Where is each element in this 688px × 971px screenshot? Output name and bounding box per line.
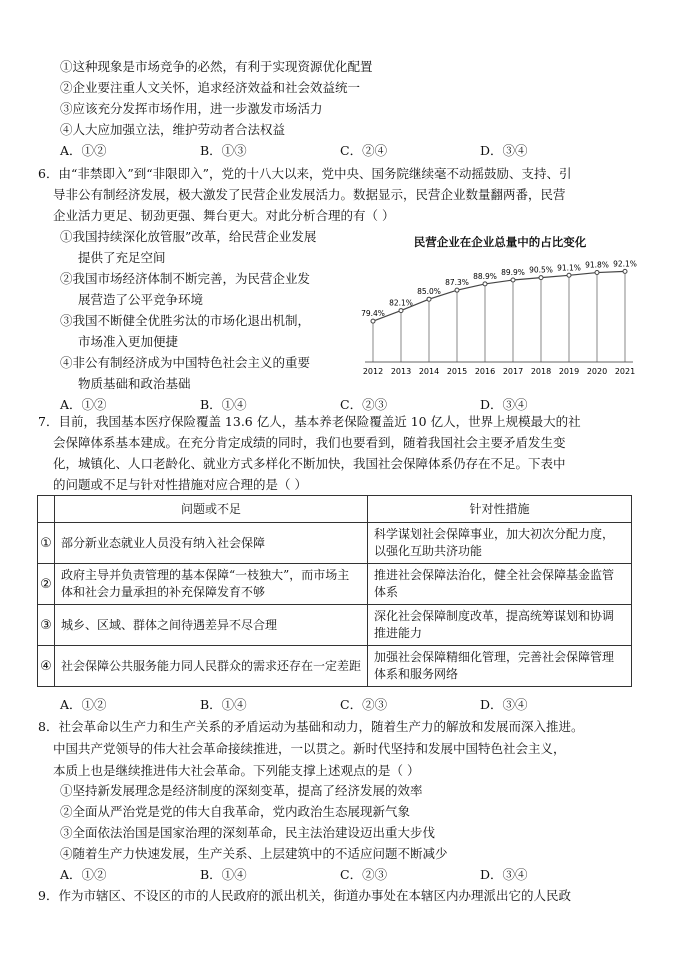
q7-stem-line-2: 会保障体系基本建成。在充分肯定成绩的同时，我们也要看到，随着我国社会主要矛盾发生变 [53, 435, 566, 450]
q8-item-3: ③全面依法治国是国家治理的深刻革命，民主法治建设迈出重大步伐 [60, 825, 436, 840]
x-tick-label: 2013 [390, 367, 412, 376]
x-tick-label: 2021 [614, 367, 636, 376]
data-point [595, 271, 599, 275]
q6-item-2-cont: 展营造了公平竞争环境 [78, 292, 204, 307]
table-row [38, 564, 632, 605]
q7-stem-line-4: 的问题或不足与针对性措施对应合理的是（ ） [53, 477, 307, 492]
q8-item-2: ②全面从严治党是党的伟大自我革命，党内政治生态展现新气象 [60, 804, 411, 819]
row-number: ④ [38, 646, 55, 687]
q7-options [60, 696, 620, 714]
data-label: 92.1% [613, 259, 637, 269]
data-point [455, 288, 459, 292]
data-label: 87.3% [445, 278, 469, 288]
data-label: 91.8% [585, 260, 609, 270]
q7-option-c: C．②③ [340, 697, 388, 712]
x-tick-label: 2020 [586, 367, 608, 376]
q5-options [60, 142, 620, 160]
q6-stem-line-2: 导非公有制经济发展，极大激发了民营企业发展活力。数据显示，民营企业数量翻两番，民营 [53, 187, 566, 202]
q7-option-b: B．①④ [200, 697, 247, 712]
row-problem: 城乡、区域、群体之间待遇差异不尽合理 [55, 605, 368, 646]
row-number: ① [38, 523, 55, 564]
chart-title: 民营企业在企业总量中的占比变化 [413, 235, 587, 249]
row-problem: 社会保障公共服务能力同人民群众的需求还存在一定差距 [55, 646, 368, 687]
row-measure: 科学谋划社会保障事业，加大初次分配力度，以强化互助共济功能 [368, 523, 632, 564]
x-tick-label: 2018 [530, 367, 552, 376]
q7-option-a: A．①② [60, 697, 107, 712]
q5-item-4: ④人大应加强立法，维护劳动者合法权益 [60, 122, 286, 137]
data-point [539, 276, 543, 280]
q8-stem-line-1: 8．社会革命以生产力和生产关系的矛盾运动为基础和动力，随着生产力的解放和发展而深入推进。 [38, 719, 584, 734]
series-line [373, 271, 625, 321]
q5-option-a: A．①② [60, 143, 107, 158]
row-problem: 部分新业态就业人员没有纳入社会保障 [55, 523, 368, 564]
x-tick-label: 2019 [558, 367, 580, 376]
data-point [483, 282, 487, 286]
data-label: 90.5% [529, 265, 553, 275]
q6-item-4: ④非公有制经济成为中国特色社会主义的重要 [60, 355, 311, 370]
q8-option-d: D．③④ [480, 867, 528, 882]
q5-item-2: ②企业要注重人文关怀，追求经济效益和社会效益统一 [60, 80, 361, 95]
row-measure: 深化社会保障制度改革，提高统筹谋划和协调推进能力 [368, 605, 632, 646]
data-label: 85.0% [417, 287, 441, 297]
table-row [38, 605, 632, 646]
q8-options [60, 866, 620, 884]
q6-item-2: ②我国市场经济体制不断完善，为民营企业发 [60, 271, 311, 286]
q5-item-3: ③应该充分发挥市场作用，进一步激发市场活力 [60, 101, 323, 116]
q8-stem-line-2: 中国共产党领导的伟大社会革命接续推进，一以贯之。新时代坚持和发展中国特色社会主义， [53, 741, 566, 756]
q9-stem-line-1: 9．作为市辖区、不设区的市的人民政府的派出机关，街道办事处在本辖区内办理派出它的人民政 [38, 888, 571, 903]
q6-options [60, 396, 620, 414]
q8-option-b: B．①④ [200, 867, 247, 882]
row-number: ③ [38, 605, 55, 646]
table-header-row [38, 496, 632, 523]
q8-stem-line-3: 本质上也是继续推进伟大社会革命。下列能支撑上述观点的是（ ） [53, 763, 420, 778]
q6-option-c: C．②③ [340, 397, 388, 412]
q7-stem-line-3: 化，城镇化、人口老龄化、就业方式多样化不断加快，我国社会保障体系仍存在不足。下表中 [53, 456, 566, 471]
table-row [38, 523, 632, 564]
q5-option-d: D．③④ [480, 143, 528, 158]
q8-option-a: A．①② [60, 867, 107, 882]
q7-stem-line-1: 7．目前，我国基本医疗保险覆盖 13.6 亿人，基本养老保险覆盖近 10 亿人，世界上规模最大的社 [38, 414, 581, 429]
data-point [427, 297, 431, 301]
q6-item-3: ③我国不断健全优胜劣汰的市场化退出机制， [60, 313, 311, 328]
table-header-measure: 针对性措施 [368, 496, 632, 523]
data-label: 91.1% [557, 263, 581, 273]
private-enterprise-share-chart [355, 230, 645, 380]
data-label: 79.4% [361, 309, 385, 319]
q6-item-4-cont: 物质基础和政治基础 [78, 376, 191, 391]
data-point [399, 309, 403, 313]
q8-item-4: ④随着生产力快速发展，生产关系、上层建筑中的不适应问题不断减少 [60, 846, 448, 861]
q6-item-1: ①我国持续深化放管服”改革，给民营企业发展 [60, 229, 317, 244]
row-measure: 推进社会保障法治化，健全社会保障基金监管体系 [368, 564, 632, 605]
q8-item-1: ①坚持新发展理念是经济制度的深刻变革，提高了经济发展的效率 [60, 783, 423, 798]
table-row [38, 646, 632, 687]
x-tick-label: 2015 [446, 367, 468, 376]
data-label: 82.1% [389, 298, 413, 308]
q5-option-b: B．①③ [200, 143, 247, 158]
data-point [511, 278, 515, 282]
x-tick-label: 2016 [474, 367, 496, 376]
q6-stem-line-3: 企业活力更足、韧劲更强、舞台更大。对此分析合理的有（ ） [53, 208, 395, 223]
q6-item-1-cont: 提供了充足空间 [78, 250, 166, 265]
row-problem: 政府主导并负责管理的基本保障“一枝独大”，而市场主体和社会力量承担的补充保障发育不够 [55, 564, 368, 605]
row-number: ② [38, 564, 55, 605]
row-measure: 加强社会保障精细化管理，完善社会保障管理体系和服务网络 [368, 646, 632, 687]
q6-item-3-cont: 市场准入更加便捷 [78, 334, 179, 349]
data-label: 88.9% [473, 271, 497, 281]
data-point [371, 319, 375, 323]
q8-option-c: C．②③ [340, 867, 388, 882]
data-label: 89.9% [501, 267, 525, 277]
data-point [567, 273, 571, 277]
q6-option-b: B．①④ [200, 397, 247, 412]
x-tick-label: 2012 [362, 367, 384, 376]
table-header-problem: 问题或不足 [55, 496, 368, 523]
q5-item-1: ①这种现象是市场竞争的必然，有利于实现资源优化配置 [60, 59, 373, 74]
q7-table [37, 495, 632, 687]
data-point [623, 269, 627, 273]
q6-option-a: A．①② [60, 397, 107, 412]
q6-stem-line-1: 6．由“非禁即入”到“非限即入”，党的十八大以来，党中央、国务院继续毫不动摇鼓励、支持、引 [38, 166, 572, 181]
q7-option-d: D．③④ [480, 697, 528, 712]
x-tick-label: 2017 [502, 367, 524, 376]
x-tick-label: 2014 [418, 367, 440, 376]
q6-option-d: D．③④ [480, 397, 528, 412]
q5-option-c: C．②④ [340, 143, 388, 158]
